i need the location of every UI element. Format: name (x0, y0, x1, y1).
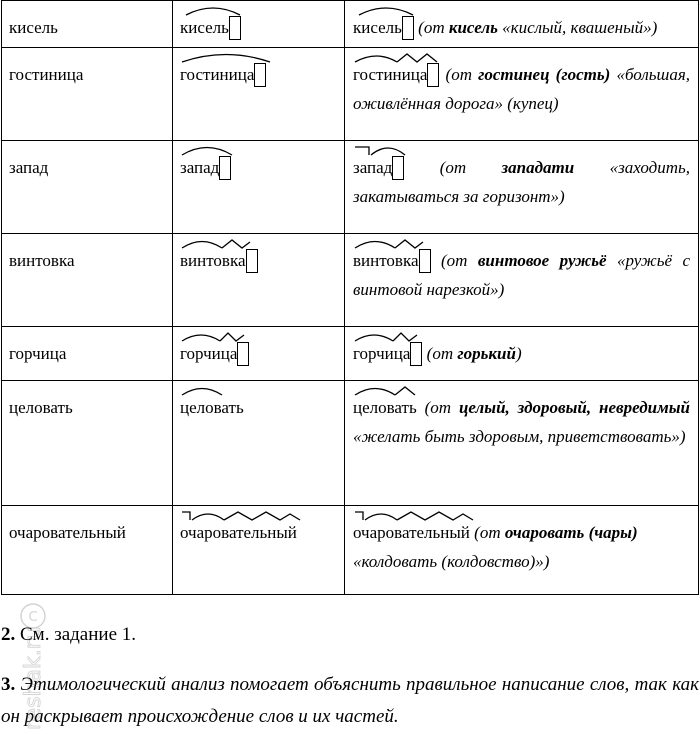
task-2-paragraph (1, 619, 699, 651)
parsed-word (180, 246, 246, 275)
etymology-prefix: (от (424, 398, 459, 417)
parsed-word (353, 60, 427, 89)
morpheme-marks (180, 329, 248, 343)
source-word: винтовое ружьё (477, 251, 607, 270)
table-row (2, 506, 699, 595)
null-ending-box (392, 156, 404, 180)
word-cell (2, 141, 173, 234)
table-row (2, 1, 699, 48)
word-cell (2, 234, 173, 327)
word-text: гостиница (180, 65, 255, 84)
word-text: очаровательный (9, 523, 126, 542)
etymology-prefix: (от (445, 65, 479, 84)
word-text: горчица (9, 344, 67, 363)
etymology-cell (345, 234, 699, 327)
parsed-word (180, 13, 229, 42)
word-cell (2, 1, 173, 48)
source-gloss: «желать быть здоровым, приветствовать») (353, 427, 686, 446)
null-ending-box (219, 156, 231, 180)
word-text: винтовка (353, 251, 419, 270)
ending-box (246, 249, 258, 273)
morpheme-marks (353, 329, 421, 343)
parsed-word (180, 393, 244, 422)
task-3-paragraph (1, 669, 699, 733)
watermark-text: reshak.ru (21, 626, 46, 730)
word-text: кисель (353, 18, 402, 37)
word-text: винтовка (180, 251, 246, 270)
word-text: горчица (180, 344, 238, 363)
root-arc-mark (180, 3, 242, 17)
source-gloss: «заходить, закатываться за горизонт») (353, 158, 690, 206)
morpheme-cell (173, 327, 345, 381)
task-number: 3. (1, 674, 16, 695)
null-ending-box (402, 16, 414, 40)
task-text: См. задание 1. (15, 624, 137, 645)
etymology-prefix: (от (439, 158, 502, 177)
morpheme-cell (173, 1, 345, 48)
word-text: запад (180, 158, 220, 177)
root-arc-mark (180, 50, 272, 64)
parsed-word (353, 518, 470, 547)
etymology-cell (345, 141, 699, 234)
source-word: западати (501, 158, 575, 177)
root-arc-mark (353, 3, 415, 17)
parsed-word (353, 339, 410, 368)
morpheme-marks (353, 50, 445, 64)
source-gloss: «колдовать (колдовство)») (353, 552, 550, 571)
parsed-word (180, 339, 237, 368)
source-gloss: «кислый, квашеный») (497, 18, 658, 37)
word-text: кисель (9, 18, 58, 37)
morpheme-marks (353, 508, 477, 522)
word-text: целовать (353, 398, 417, 417)
word-text: гостиница (353, 65, 428, 84)
etymology-text (418, 18, 657, 37)
word-text: гостиница (9, 65, 84, 84)
morpheme-marks (353, 143, 407, 157)
morpheme-marks (353, 383, 435, 397)
svg-text:C: C (28, 610, 38, 625)
etymology-cell (345, 1, 699, 48)
parsed-word (353, 13, 402, 42)
root-arc-mark (180, 383, 262, 397)
task-number: 2. (1, 624, 16, 645)
source-word: целый, здоровый, невредимый (458, 398, 690, 417)
etymology-table (1, 0, 699, 595)
word-text: винтовка (9, 251, 75, 270)
root-arc-mark (180, 143, 234, 157)
word-text: запад (353, 158, 393, 177)
word-cell (2, 506, 173, 595)
etymology-text (427, 344, 522, 363)
morpheme-marks (180, 508, 304, 522)
word-text: целовать (180, 398, 244, 417)
source-gloss: «ружьё с винтовой нарезкой») (353, 251, 690, 299)
word-text: очаровательный (180, 523, 297, 542)
parsed-word (180, 518, 297, 547)
source-gloss: ) (515, 344, 522, 363)
word-text: целовать (9, 398, 73, 417)
etymology-cell (345, 327, 699, 381)
parsed-word (353, 153, 392, 182)
word-cell (2, 327, 173, 381)
etymology-prefix: (от (426, 344, 458, 363)
source-word: горький (457, 344, 516, 363)
word-text: очаровательный (353, 523, 470, 542)
parsed-word (353, 393, 417, 422)
parsed-word (180, 153, 219, 182)
source-gloss: «большая, оживлённая дорога» (купец) (353, 65, 690, 113)
table-row (2, 327, 699, 381)
parsed-word (180, 60, 254, 89)
word-text: горчица (353, 344, 411, 363)
word-text: кисель (180, 18, 229, 37)
ending-box (419, 249, 431, 273)
null-ending-box (229, 16, 241, 40)
morpheme-marks (180, 236, 258, 250)
table-row (2, 48, 699, 141)
morpheme-cell (173, 506, 345, 595)
task-text: Этимологический анализ помогает объяснить правильное написание слов, так как он раскрывает происхождение слов и их частей. (1, 674, 699, 727)
etymology-cell (345, 381, 699, 506)
morpheme-cell (173, 141, 345, 234)
morpheme-marks (353, 236, 431, 250)
parsed-word (353, 246, 419, 275)
etymology-prefix: (от (418, 18, 449, 37)
ending-box (410, 342, 422, 366)
ending-box (254, 63, 266, 87)
ending-box (427, 63, 439, 87)
morpheme-cell (173, 381, 345, 506)
word-cell (2, 48, 173, 141)
table-row (2, 141, 699, 234)
source-word: кисель (448, 18, 498, 37)
table-row (2, 381, 699, 506)
table-row (2, 234, 699, 327)
morpheme-cell (173, 48, 345, 141)
etymology-cell (345, 506, 699, 595)
source-word: гостинец (гость) (478, 65, 611, 84)
word-cell (2, 381, 173, 506)
ending-box (237, 342, 249, 366)
morpheme-cell (173, 234, 345, 327)
etymology-prefix: (от (440, 251, 478, 270)
word-text: запад (9, 158, 49, 177)
etymology-cell (345, 48, 699, 141)
source-word: очаровать (чары) (504, 523, 638, 542)
etymology-prefix: (от (474, 523, 505, 542)
etymology-text (353, 158, 690, 206)
